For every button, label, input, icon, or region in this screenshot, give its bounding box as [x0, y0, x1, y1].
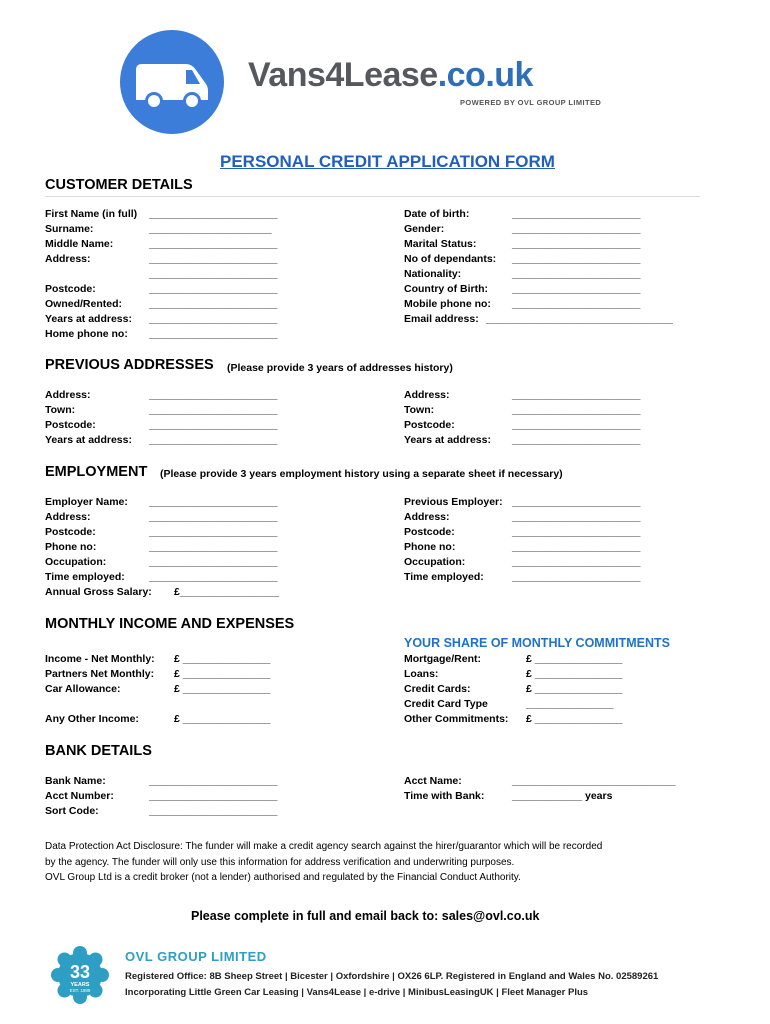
- field-label: Employer Name:: [45, 496, 128, 508]
- badge-text: YEARS: [70, 982, 90, 988]
- field-input-line[interactable]: ______________________: [149, 571, 278, 583]
- field-input-line[interactable]: ______________________: [149, 328, 278, 340]
- field-input-line[interactable]: ______________________: [512, 404, 641, 416]
- form-row: [404, 667, 623, 682]
- field-label: Acct Name:: [404, 775, 462, 787]
- form-row: [404, 540, 641, 555]
- form-row: [45, 789, 278, 804]
- field-label: Postcode:: [45, 526, 96, 538]
- field-input-line[interactable]: ______________________: [512, 238, 641, 250]
- form-row: [45, 267, 278, 282]
- form-row: [404, 312, 673, 327]
- field-label: Marital Status:: [404, 238, 477, 250]
- field-label: Email address:: [404, 313, 479, 325]
- field-label: Sort Code:: [45, 805, 99, 817]
- field-input-line[interactable]: £ _______________: [174, 713, 271, 725]
- form-row: [45, 312, 278, 327]
- field-input-line[interactable]: £ _______________: [526, 713, 623, 725]
- field-input-line[interactable]: £ _______________: [526, 668, 623, 680]
- form-row: [404, 495, 641, 510]
- form-row: [404, 252, 641, 267]
- form-row: [404, 388, 641, 403]
- field-label: Postcode:: [45, 419, 96, 431]
- form-row: [404, 267, 641, 282]
- field-label: Loans:: [404, 668, 439, 680]
- form-row: [45, 774, 278, 789]
- powered-by: POWERED BY OVL GROUP LIMITED: [460, 98, 602, 107]
- field-label: Any Other Income:: [45, 713, 139, 725]
- field-label: Home phone no:: [45, 328, 128, 340]
- form-row: [45, 540, 278, 555]
- field-input-line[interactable]: ______________________: [149, 790, 278, 802]
- field-label: Town:: [404, 404, 435, 416]
- anniversary-badge-icon: [50, 945, 110, 1005]
- field-label: Postcode:: [404, 419, 455, 431]
- field-input-line[interactable]: £ _______________: [526, 683, 623, 695]
- field-label: Years at address:: [404, 434, 491, 446]
- field-label: Mortgage/Rent:: [404, 653, 481, 665]
- field-input-line[interactable]: ______________________: [512, 526, 641, 538]
- customer-details-heading: CUSTOMER DETAILS: [45, 177, 193, 193]
- disclosure-line: by the agency. The funder will only use this information for address verification and underwriting purposes.: [45, 856, 515, 868]
- field-input-line[interactable]: ______________________: [149, 526, 278, 538]
- field-label: Address:: [404, 511, 450, 523]
- disclosure-line: OVL Group Ltd is a credit broker (not a lender) authorised and regulated by the Financial Conduct Authority.: [45, 872, 521, 883]
- form-row: [45, 525, 278, 540]
- brand-domain: .co.uk: [437, 56, 533, 94]
- field-label: No of dependants:: [404, 253, 497, 265]
- field-input-line[interactable]: ______________________: [149, 496, 278, 508]
- bank-left-fields: [45, 774, 278, 819]
- field-input-line[interactable]: ______________________: [512, 253, 641, 265]
- form-row: [404, 433, 641, 448]
- brand-name: [248, 56, 533, 95]
- form-row: [45, 682, 271, 697]
- form-row: [45, 712, 271, 727]
- form-row: [404, 297, 641, 312]
- field-label: Credit Cards:: [404, 683, 471, 695]
- form-title: PERSONAL CREDIT APPLICATION FORM: [220, 152, 555, 171]
- badge-est: EST. 1989: [69, 988, 91, 993]
- previous-addresses-note: (Please provide 3 years of addresses history): [227, 362, 453, 374]
- data-protection-disclosure: [45, 839, 602, 886]
- form-row: [45, 237, 278, 252]
- bank-details-heading: BANK DETAILS: [45, 743, 152, 759]
- field-label: Town:: [45, 404, 76, 416]
- form-row: [45, 222, 272, 237]
- annual-salary-field[interactable]: £_________________: [174, 586, 280, 598]
- form-row: [45, 403, 278, 418]
- field-label: Years at address:: [45, 434, 132, 446]
- field-label: Time employed:: [45, 571, 125, 583]
- field-label: Surname:: [45, 223, 94, 235]
- field-input-line[interactable]: £ _______________: [174, 668, 271, 680]
- field-input-line[interactable]: ______________________: [149, 253, 278, 265]
- customer-left-fields: [45, 207, 278, 342]
- previous-left-fields: [45, 388, 278, 448]
- form-row: [45, 207, 278, 222]
- brand-main: Vans4Lease: [248, 56, 438, 94]
- employment-right-fields: [404, 495, 641, 585]
- field-input-line[interactable]: ______________________: [512, 268, 641, 280]
- employment-left-fields: [45, 495, 278, 585]
- field-input-line[interactable]: ______________________: [149, 434, 278, 446]
- form-row: [45, 570, 278, 585]
- income-heading: MONTHLY INCOME AND EXPENSES: [45, 616, 295, 632]
- form-row: [404, 510, 641, 525]
- form-row: [404, 555, 641, 570]
- field-input-line[interactable]: ______________________: [149, 511, 278, 523]
- field-input-line[interactable]: ______________________: [149, 313, 278, 325]
- field-input-line[interactable]: ______________________: [149, 208, 278, 220]
- field-label: Address:: [404, 389, 450, 401]
- field-input-line[interactable]: ______________________: [149, 419, 278, 431]
- form-row: [404, 570, 641, 585]
- previous-addresses-heading: PREVIOUS ADDRESSES: [45, 357, 214, 373]
- field-input-line[interactable]: ______________________: [149, 298, 278, 310]
- complete-note: Please complete in full and email back to: sales@ovl.co.uk: [191, 909, 540, 923]
- form-row: [404, 652, 623, 667]
- field-label: Time employed:: [404, 571, 484, 583]
- commitments-right-fields: [404, 652, 623, 727]
- form-row: [45, 510, 278, 525]
- field-input-line[interactable]: ______________________: [512, 389, 641, 401]
- form-row: [404, 237, 641, 252]
- form-row: [404, 789, 613, 804]
- field-label: Car Allowance:: [45, 683, 121, 695]
- field-input-line[interactable]: ______________________: [149, 238, 278, 250]
- field-label: Address:: [45, 389, 91, 401]
- field-label: Years at address:: [45, 313, 132, 325]
- field-input-line[interactable]: ______________________: [149, 389, 278, 401]
- field-input-line[interactable]: ______________________: [149, 775, 278, 787]
- field-label: Time with Bank:: [404, 790, 485, 802]
- field-input-line[interactable]: ____________________________: [512, 775, 676, 787]
- field-label: Credit Card Type: [404, 698, 488, 710]
- field-input-line[interactable]: ______________________: [512, 541, 641, 553]
- incorporating-brands: Incorporating Little Green Car Leasing | Vans4Lease | e-drive | MinibusLeasingUK | Fleet Manager Plus: [125, 987, 589, 998]
- field-label: Previous Employer:: [404, 496, 503, 508]
- form-row: [404, 712, 623, 727]
- form-row: [45, 804, 278, 819]
- annual-salary-label: Annual Gross Salary:: [45, 586, 152, 598]
- field-label: Acct Number:: [45, 790, 114, 802]
- field-input-line[interactable]: ______________________: [149, 541, 278, 553]
- footer: [50, 945, 740, 1005]
- field-label: Nationality:: [404, 268, 462, 280]
- field-label: First Name (in full): [45, 208, 138, 220]
- field-input-line[interactable]: ____________ years: [512, 790, 613, 802]
- field-label: Phone no:: [45, 541, 97, 553]
- field-label: Address:: [45, 511, 91, 523]
- form-row: [404, 682, 623, 697]
- form-row: [404, 403, 641, 418]
- company-name: OVL GROUP LIMITED: [125, 949, 267, 964]
- form-row: [404, 207, 641, 222]
- field-input-line[interactable]: _____________________: [149, 223, 272, 235]
- form-row: [45, 667, 271, 682]
- field-input-line[interactable]: ______________________: [512, 208, 641, 220]
- vans4lease-logo: [120, 30, 640, 135]
- field-input-line[interactable]: ______________________: [512, 511, 641, 523]
- form-row: [45, 282, 278, 297]
- field-label: Owned/Rented:: [45, 298, 123, 310]
- bank-right-fields: [404, 774, 676, 804]
- disclosure-line: Data Protection Act Disclosure: The funder will make a credit agency search against the hirer/guarantor which will be recorded: [45, 841, 603, 852]
- field-label: Occupation:: [45, 556, 107, 568]
- field-input-line[interactable]: £ _______________: [174, 683, 271, 695]
- field-input-line[interactable]: ______________________: [512, 419, 641, 431]
- van-icon: [120, 30, 224, 134]
- field-input-line[interactable]: ______________________: [149, 404, 278, 416]
- form-row: [45, 652, 271, 667]
- field-input-line[interactable]: £ _______________: [174, 653, 271, 665]
- field-input-line[interactable]: _______________: [526, 698, 614, 710]
- field-input-line[interactable]: ______________________: [149, 805, 278, 817]
- field-input-line[interactable]: ______________________: [512, 496, 641, 508]
- commitments-heading: YOUR SHARE OF MONTHLY COMMITMENTS: [404, 636, 670, 650]
- form-row: [45, 433, 278, 448]
- employment-heading: EMPLOYMENT: [45, 464, 148, 480]
- field-input-line[interactable]: ______________________: [149, 556, 278, 568]
- field-input-line[interactable]: £ _______________: [526, 653, 623, 665]
- form-row: [404, 418, 641, 433]
- form-row: [404, 525, 641, 540]
- field-label: Address:: [45, 253, 91, 265]
- field-label: Income - Net Monthly:: [45, 653, 155, 665]
- field-input-line[interactable]: ________________________________: [486, 313, 673, 325]
- form-row: [45, 555, 278, 570]
- field-label: Occupation:: [404, 556, 466, 568]
- form-row: [45, 297, 278, 312]
- customer-right-fields: [404, 207, 673, 327]
- registered-office: Registered Office: 8B Sheep Street | Bicester | Oxfordshire | OX26 6LP. Registered in England and Wales No. 02589261: [125, 971, 659, 982]
- employment-note: (Please provide 3 years employment history using a separate sheet if necessary): [160, 468, 563, 480]
- field-label: Bank Name:: [45, 775, 106, 787]
- field-input-line[interactable]: ______________________: [512, 434, 641, 446]
- field-label: Phone no:: [404, 541, 456, 553]
- form-row: [45, 327, 278, 342]
- field-input-line[interactable]: ______________________: [512, 283, 641, 295]
- section-divider: [45, 196, 700, 197]
- field-input-line[interactable]: ______________________: [149, 283, 278, 295]
- field-label: Gender:: [404, 223, 445, 235]
- form-row: [45, 388, 278, 403]
- field-label: Other Commitments:: [404, 713, 509, 725]
- field-label: Middle Name:: [45, 238, 114, 250]
- field-label: Partners Net Monthly:: [45, 668, 155, 680]
- field-input-line[interactable]: ______________________: [512, 556, 641, 568]
- field-label: Date of birth:: [404, 208, 470, 220]
- field-input-line[interactable]: ______________________: [512, 298, 641, 310]
- field-input-line[interactable]: ______________________: [512, 223, 641, 235]
- income-left-fields: [45, 652, 271, 727]
- form-row: [404, 697, 614, 712]
- field-input-line[interactable]: ______________________: [149, 268, 278, 280]
- field-label: Country of Birth:: [404, 283, 488, 295]
- form-row: [45, 495, 278, 510]
- field-label: Postcode:: [404, 526, 455, 538]
- badge-number: 33: [69, 962, 91, 982]
- form-row: [45, 252, 278, 267]
- previous-right-fields: [404, 388, 641, 448]
- form-row: [45, 418, 278, 433]
- form-row: [404, 222, 641, 237]
- form-row: [404, 282, 641, 297]
- field-input-line[interactable]: ______________________: [512, 571, 641, 583]
- form-row: [404, 774, 676, 789]
- field-label: Postcode:: [45, 283, 96, 295]
- field-label: Mobile phone no:: [404, 298, 491, 310]
